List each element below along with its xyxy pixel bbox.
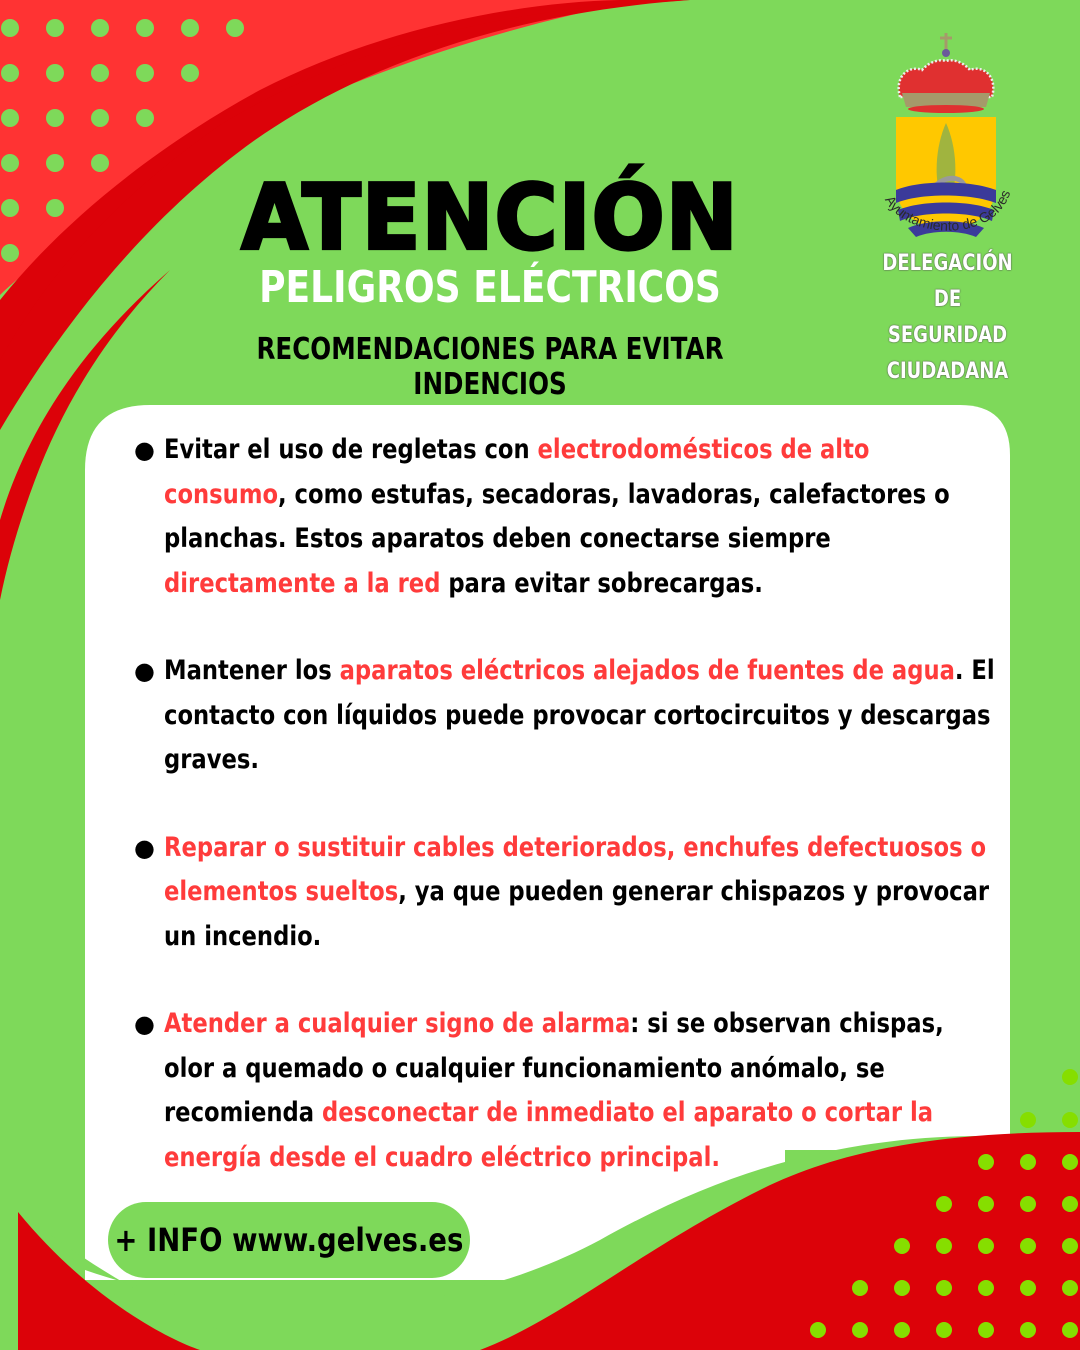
text-segment: . El contacto con líquidos puede provocar cortocircuitos y descargas graves. [164, 655, 995, 775]
delegation-label [868, 246, 1028, 390]
bullet-icon: ● [134, 436, 155, 464]
highlighted-text: desconectar de inmediato el aparato o cortar la energía desde el cuadro eléctrico principal. [164, 1097, 934, 1173]
recommendation-text [164, 1002, 996, 1180]
page-subtitle: PELIGROS ELÉCTRICOS [259, 262, 721, 313]
highlighted-text: directamente a la red [164, 567, 441, 599]
coat-of-arms-icon [860, 25, 1060, 255]
page-title: ATENCIÓN [241, 165, 739, 271]
highlighted-text: Atender a cualquier signo de alarma [164, 1008, 631, 1039]
highlighted-text: aparatos eléctricos alejados de fuentes de agua [339, 655, 955, 686]
more-info-label: + INFO www.gelves.es [114, 1221, 464, 1259]
svg-text:Ayuntamiento de Gelves: Ayuntamiento de Gelves [882, 187, 1014, 234]
recommendations-list [128, 428, 995, 1223]
recommendation-item-2 [128, 649, 995, 783]
text-segment: : si se observan chispas, olor a quemado o cualquier funcionamiento anómalo, se recomienda [164, 1008, 944, 1128]
delegation-line-2: SEGURIDAD [887, 323, 1008, 348]
highlighted-text: Reparar o sustituir cables deteriorados, enchufes defectuosos o elementos sueltos [164, 831, 987, 907]
more-info-link[interactable] [108, 1202, 470, 1278]
page-tagline: RECOMENDACIONES PARA EVITAR INDENCIOS [256, 332, 724, 402]
bullet-icon: ● [134, 657, 155, 685]
highlighted-text: electrodomésticos de alto consumo [164, 434, 870, 510]
bullet-icon: ● [134, 1010, 155, 1038]
recommendation-item-3 [128, 826, 990, 960]
text-segment: , como estufas, secadoras, lavadoras, calefactores o planchas. Estos aparatos deben conectarse siempre [164, 478, 950, 554]
text-segment: , ya que pueden generar chispazos y provocar un incendio. [164, 876, 990, 952]
text-segment: para evitar sobrecargas. [440, 567, 763, 599]
bullet-icon: ● [134, 833, 155, 862]
recommendation-text [164, 649, 996, 783]
recommendation-text [164, 826, 996, 960]
delegation-line-1: DELEGACIÓN DE [882, 251, 1013, 312]
text-segment: Evitar el uso de regletas con [164, 434, 538, 465]
delegation-line-3: CIUDADANA [886, 359, 1009, 384]
right-green-dots [1020, 1069, 1078, 1128]
recommendation-text [164, 428, 996, 606]
recommendation-item-4 [128, 1002, 978, 1180]
recommendation-item-1 [128, 428, 978, 606]
text-segment: Mantener los [164, 655, 340, 686]
